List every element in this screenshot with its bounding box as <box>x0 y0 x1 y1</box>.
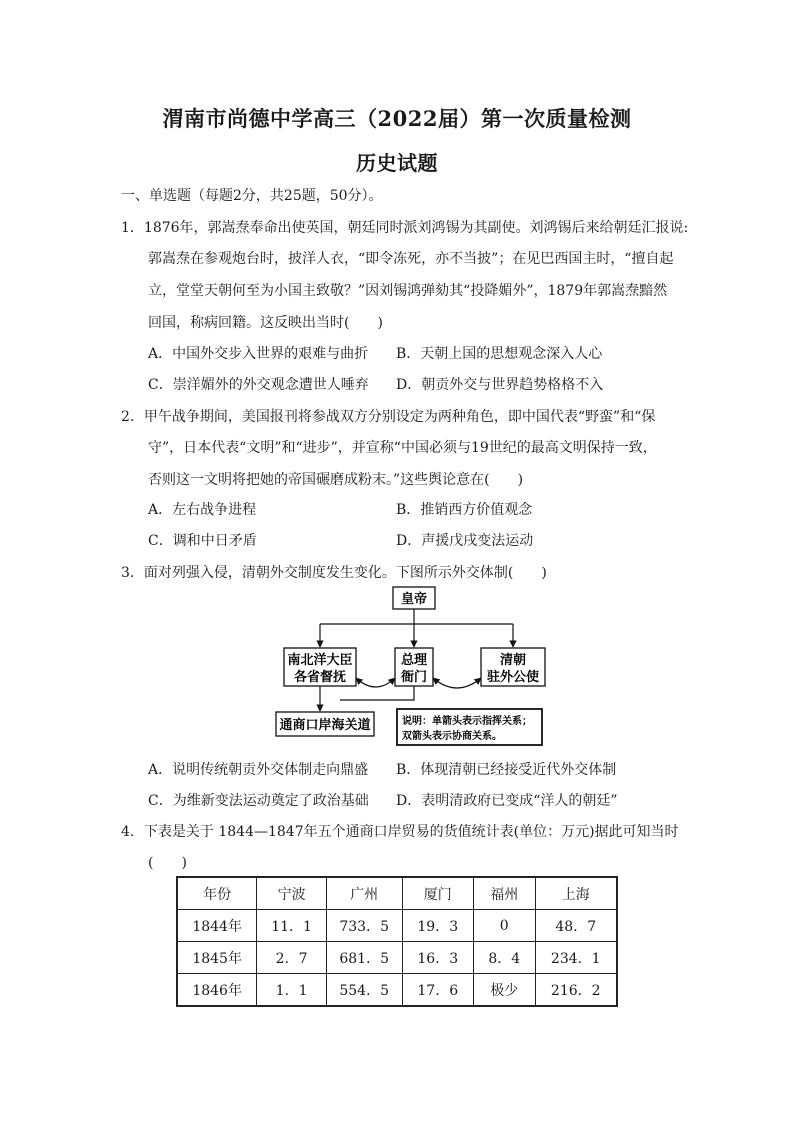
section-heading: 一、单选题（每题2分，共25题，50分）。 <box>121 188 383 204</box>
table-cell: 681．5 <box>326 942 402 974</box>
table-cell: 234．1 <box>535 942 617 974</box>
q1-option-d: D．朝贡外交与世界趋势格格不入 <box>396 377 604 393</box>
q4-line-2: ( ) <box>148 855 187 871</box>
q4-line-1: 4．下表是关于 1844—1847年五个通商口岸贸易的货值统计表(单位：万元)据此可知当时 <box>121 824 679 840</box>
table-header-cell: 福州 <box>473 877 535 910</box>
q1-line-1: 1．1876年，郭嵩焘奉命出使英国，朝廷同时派刘鸿锡为其副使。刘鸿锡后来给朝廷汇报说: <box>121 220 689 236</box>
table-row <box>177 910 617 942</box>
envoy-label-1: 清朝 <box>499 653 527 668</box>
table-cell: 1846年 <box>177 974 257 1007</box>
q2-line-3: 否则这一文明将把她的帝国碾磨成粉末。”这些舆论意在( ) <box>148 472 524 488</box>
table-header-row <box>177 877 617 910</box>
table-cell: 1．1 <box>257 974 327 1007</box>
table-cell: 733．5 <box>326 910 402 942</box>
q3-option-a: A．说明传统朝贡外交体制走向鼎盛 <box>148 762 369 778</box>
table-cell: 1844年 <box>177 910 257 942</box>
beiyang-label-2: 各省督抚 <box>293 670 347 685</box>
q2-option-c: C．调和中日矛盾 <box>148 533 257 549</box>
trade-value-table <box>176 876 618 1007</box>
q2-line-1: 2．甲午战争期间，美国报刊将参战双方分别设定为两种角色，即中国代表“野蛮”和“保 <box>121 409 656 425</box>
zongli-envoy-double-arrow <box>433 678 481 688</box>
table-cell: 极少 <box>473 974 535 1007</box>
table-header-cell: 广州 <box>326 877 402 910</box>
q2-line-2: 守”，日本代表“文明”和“进步”，并宣称“中国必须与19世纪的最高文明保持一致， <box>148 440 657 456</box>
q1-line-3: 立，堂堂天朝何至为小国主致敬？”因刘锡鸿弹劾其“投降媚外”，1879年郭嵩焘黯然 <box>148 283 668 299</box>
q2-option-d: D．声援戊戌变法运动 <box>396 533 534 549</box>
note-line-2: 双箭头表示协商关系。 <box>402 731 502 742</box>
table-cell: 11．1 <box>257 910 327 942</box>
note-line-1: 说明：单箭头表示指挥关系； <box>402 716 532 727</box>
beiyang-label-1: 南北洋大臣 <box>287 653 353 668</box>
table-cell: 19．3 <box>402 910 473 942</box>
table-cell: 216．2 <box>535 974 617 1007</box>
table-cell: 8．4 <box>473 942 535 974</box>
q1-line-4: 回国，称病回籍。这反映出当时( ) <box>148 315 383 331</box>
q2-option-a: A．左右战争进程 <box>148 502 257 518</box>
diplomatic-system-diagram <box>270 586 570 748</box>
zongli-to-customs-line <box>340 686 414 700</box>
table-row <box>177 974 617 1007</box>
beiyang-zongli-double-arrow <box>356 678 395 687</box>
table-header-cell: 宁波 <box>257 877 327 910</box>
q3-option-b: B．体现清朝已经接受近代外交体制 <box>396 762 617 778</box>
zongli-label-1: 总理 <box>400 653 428 668</box>
q1-option-c: C．崇洋媚外的外交观念遭世人唾弃 <box>148 377 369 393</box>
q1-option-a: A．中国外交步入世界的艰难与曲折 <box>148 346 369 362</box>
table-cell: 17．6 <box>402 974 473 1007</box>
table-cell: 554．5 <box>326 974 402 1007</box>
q2-option-b: B．推销西方价值观念 <box>396 502 533 518</box>
q3-option-d: D．表明清政府已变成“洋人的朝廷” <box>396 793 618 809</box>
q1-option-b: B．天朝上国的思想观念深入人心 <box>396 346 603 362</box>
customs-label: 通商口岸海关道 <box>279 718 371 733</box>
table-header-cell: 上海 <box>535 877 617 910</box>
q3-line-1: 3．面对列强入侵，清朝外交制度发生变化。下图所示外交体制( ) <box>121 565 547 581</box>
exam-subtitle: 历史试题 <box>356 151 438 175</box>
table-header-cell: 厦门 <box>402 877 473 910</box>
table-row <box>177 942 617 974</box>
table-cell: 0 <box>473 910 535 942</box>
exam-title: 渭南市尚德中学高三（2022届）第一次质量检测 <box>162 106 632 131</box>
table-cell: 16．3 <box>402 942 473 974</box>
zongli-label-2: 衙门 <box>400 670 428 685</box>
q3-option-c: C．为维新变法运动奠定了政治基础 <box>148 793 369 809</box>
table-cell: 2．7 <box>257 942 327 974</box>
emperor-label: 皇帝 <box>400 592 428 607</box>
q1-line-2: 郭嵩焘在参观炮台时，披洋人衣，“即令冻死，亦不当披”；在见巴西国主时，“擅自起 <box>148 251 674 267</box>
table-cell: 48．7 <box>535 910 617 942</box>
envoy-label-2: 驻外公使 <box>486 670 540 685</box>
table-cell: 1845年 <box>177 942 257 974</box>
table-header-cell: 年份 <box>177 877 257 910</box>
